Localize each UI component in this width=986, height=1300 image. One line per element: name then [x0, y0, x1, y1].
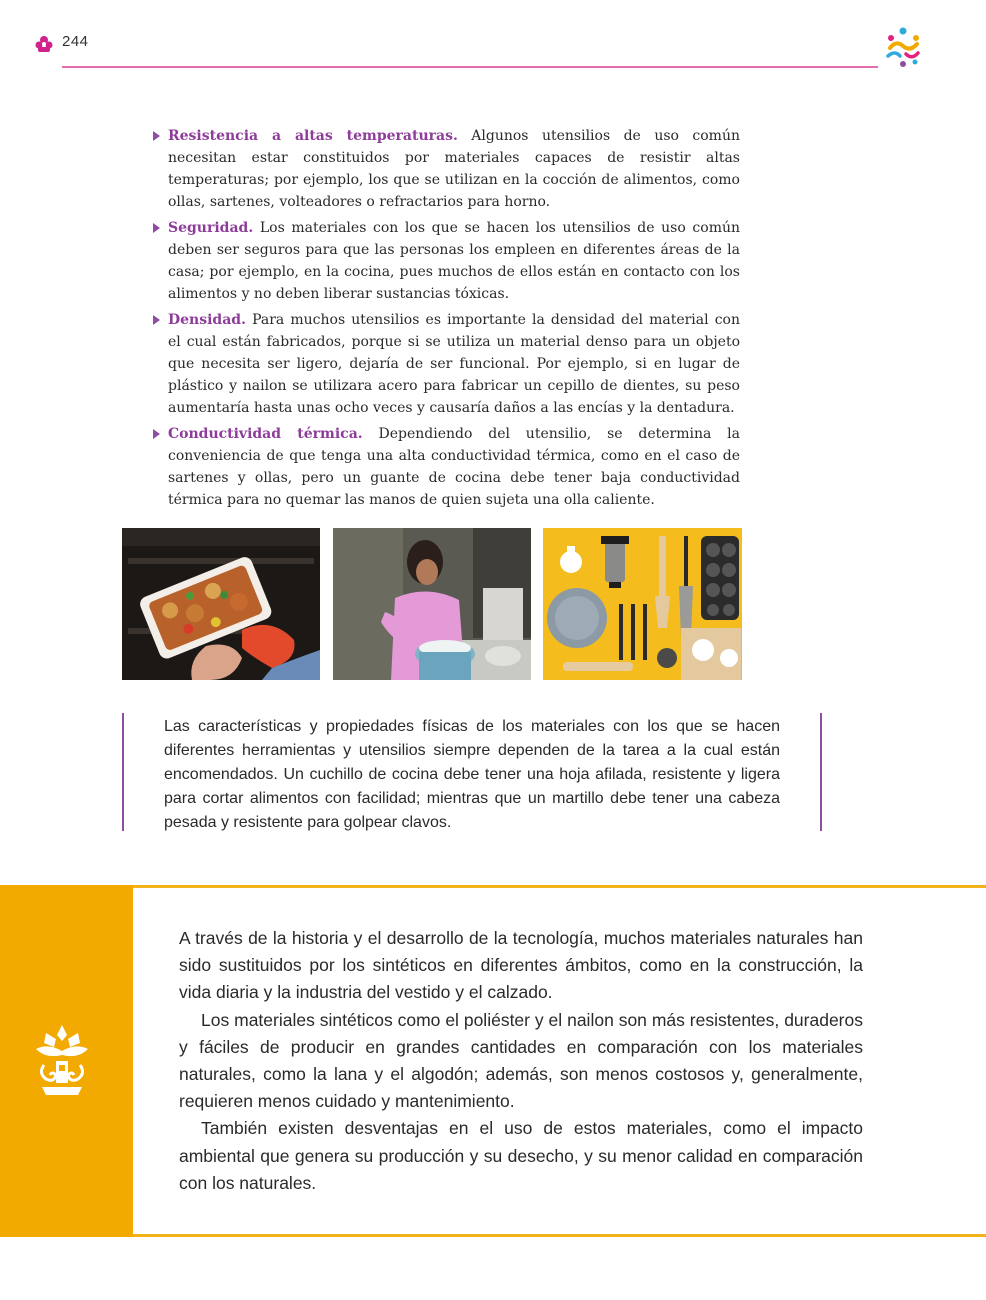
info-box-sidebar [0, 885, 133, 1237]
list-item [150, 217, 740, 305]
list-item-term: Conductividad térmica. [168, 426, 363, 442]
info-box [0, 885, 986, 1237]
triangle-bullet-icon [153, 223, 160, 233]
list-item-body: Para muchos utensilios es importante la densidad del material con el cual están fabricados, porque si se utiliza un material denso para un objeto que necesita ser ligero, dejaría de ser funcional. Por ejemplo, si en lugar de plástico y nailon se utilizara acero para fabricar un cepillo de dientes, su peso aumentaría hasta unas ocho veces y causaría daños a las encías y la dentadura. [168, 312, 740, 416]
page-number: 244 [62, 33, 89, 50]
callout-box [122, 713, 822, 831]
list-item-text [168, 423, 740, 511]
list-item-term: Densidad. [168, 312, 246, 328]
callout-right-bar [820, 713, 822, 831]
list-item-body: Algunos utensilios de uso común necesitan estar constituidos por materiales capaces de resistir altas temperaturas; por ejemplo, los que se utilizan en la cocción de alimentos, como ollas, sartenes, volteadores o refractarios para horno. [168, 128, 740, 210]
list-item [150, 423, 740, 511]
list-item [150, 125, 740, 213]
properties-list [150, 125, 740, 515]
list-item-body: Dependiendo del utensilio, se determina la conveniencia de que tenga una alta conductividad térmica, como en el caso de sartenes y ollas, pero un guante de cocina debe tener baja conductividad térmica para no quemar las manos de quien sujeta una olla caliente. [168, 426, 741, 508]
info-box-bottom-rule [133, 1234, 986, 1237]
info-paragraph: A través de la historia y el desarrollo de la tecnología, muchos materiales naturales han sido sustituidos por los sintéticos en diferentes ámbitos, como en la construcción, la vida diaria y la industria del vestido y el calzado. [179, 928, 863, 1003]
info-paragraph: También existen desventajas en el uso de estos materiales, como el impacto ambiental que genera su producción y su desecho, y su menor calidad en comparación con los naturales. [179, 1118, 863, 1193]
list-item-text [168, 309, 740, 419]
triangle-bullet-icon [153, 131, 160, 141]
info-box-top-rule [133, 885, 986, 888]
list-item-term: Resistencia a altas temperaturas. [168, 128, 458, 144]
flower-ornament-icon [34, 34, 54, 54]
header-divider [62, 66, 878, 68]
colorful-dots-logo-icon [882, 26, 924, 70]
photo-row [122, 528, 742, 680]
list-item-body: Los materiales con los que se hacen los utensilios de uso común deben ser seguros para que las personas los empleen en diferentes áreas de la casa; por ejemplo, en la cocina, pues muchos de ellos están en contacto con los alimentos y no deben liberar sustancias tóxicas. [168, 220, 741, 302]
list-item-term: Seguridad. [168, 220, 254, 236]
utensils-flatlay-photo [543, 528, 742, 680]
girl-cooking-photo [333, 528, 531, 680]
list-item-text [168, 125, 740, 213]
oven-tray-photo [122, 528, 320, 680]
page-header [0, 0, 986, 80]
info-paragraph: Los materiales sintéticos como el poliéster y el nailon son más resistentes, duraderos y fáciles de producir en grandes cantidades en comparación con los materiales naturales, como la lana y el algodón; además, son menos costosos y, generalmente, requieren menos cuidado y mantenimiento. [179, 1009, 863, 1112]
callout-text: Las características y propiedades físicas de los materiales con los que se hacen diferentes herramientas y utensilios siempre dependen de la tarea a la cual están encomendados. Un cuchillo de cocina debe tener una hoja afilada, resistente y ligera para cortar alimentos con facilidad; mientras que un martillo debe tener una cabeza pesada y resistente para golpear clavos. [164, 718, 780, 831]
triangle-bullet-icon [153, 315, 160, 325]
list-item-text [168, 217, 740, 305]
list-item [150, 309, 740, 419]
callout-left-bar [122, 713, 124, 831]
triangle-bullet-icon [153, 429, 160, 439]
info-box-body [179, 925, 863, 1197]
lotus-emblem-icon [34, 1025, 90, 1095]
